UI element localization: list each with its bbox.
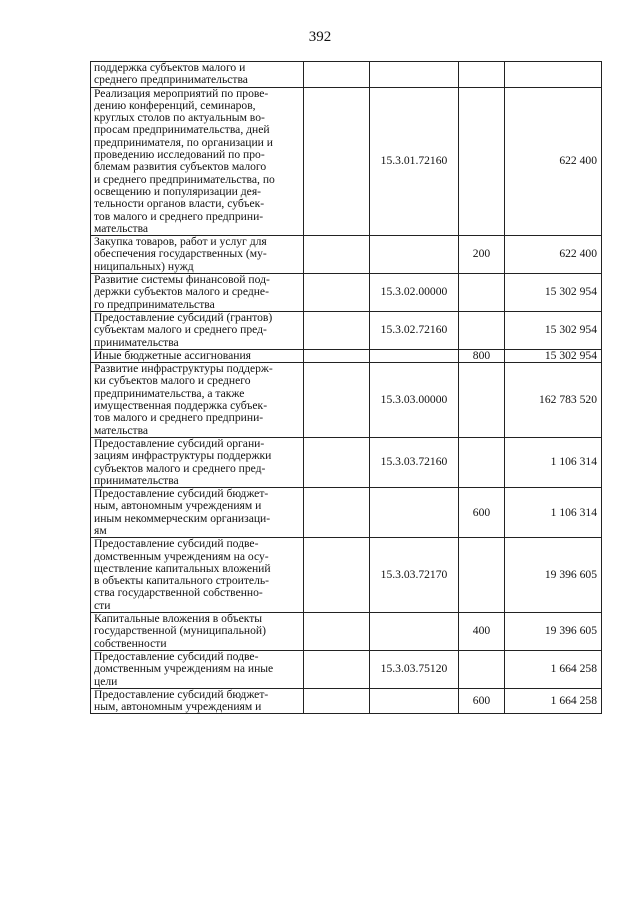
item-name-cell	[91, 488, 304, 538]
item-name-line: ществление капитальных вложений	[94, 561, 271, 575]
item-name-line: принимательства	[94, 335, 179, 349]
item-name-cell	[91, 688, 304, 714]
item-name-line: принимательства	[94, 473, 179, 487]
table-row	[91, 538, 602, 613]
item-name-line: среднего предпринимательства	[94, 73, 248, 87]
item-name-line: государственной (муниципальной)	[94, 624, 266, 638]
amount-cell: 15 302 954	[505, 311, 602, 349]
table-row	[91, 87, 602, 236]
expense-type-cell	[459, 650, 505, 688]
expense-type-cell	[459, 363, 505, 438]
table-row	[91, 274, 602, 312]
target-code-cell	[370, 349, 459, 362]
item-name-line: предпринимательства, а также	[94, 386, 245, 400]
amount-cell	[505, 62, 602, 88]
expense-type-cell	[459, 62, 505, 88]
expense-type-cell	[459, 437, 505, 487]
expense-type-cell	[459, 538, 505, 613]
item-name-line: предпринимателя, по организации и	[94, 135, 273, 149]
budget-table-body	[91, 62, 602, 714]
target-code-cell	[370, 62, 459, 88]
item-name-line: тов малого и среднего предприни-	[94, 209, 264, 223]
target-code-cell: 15.3.03.72160	[370, 437, 459, 487]
table-row	[91, 363, 602, 438]
item-name-line: дению конференций, семинаров,	[94, 98, 256, 112]
item-name-line: субъектам малого и среднего пред-	[94, 323, 267, 337]
blank-cell	[304, 613, 370, 651]
amount-cell: 1 106 314	[505, 488, 602, 538]
item-name-line: ниципальных) нужд	[94, 259, 194, 273]
item-name-line: Иные бюджетные ассигнования	[94, 348, 251, 362]
item-name-line: Капитальные вложения в объекты	[94, 612, 263, 626]
item-name-line: домственным учреждениям на осу-	[94, 549, 269, 563]
blank-cell	[304, 688, 370, 714]
target-code-cell	[370, 236, 459, 274]
item-name-line: освещению и популяризации дея-	[94, 184, 262, 198]
table-row	[91, 311, 602, 349]
amount-cell: 19 396 605	[505, 613, 602, 651]
blank-cell	[304, 87, 370, 236]
table-row	[91, 488, 602, 538]
table-row	[91, 349, 602, 362]
item-name-line: Предоставление субсидий подве-	[94, 537, 259, 551]
table-row	[91, 62, 602, 88]
item-name-line: ным, автономным учреждениям и	[94, 499, 262, 513]
item-name-line: мательства	[94, 221, 149, 235]
item-name-line: го предпринимательства	[94, 297, 215, 311]
table-row	[91, 236, 602, 274]
expense-type-cell: 800	[459, 349, 505, 362]
blank-cell	[304, 274, 370, 312]
amount-cell: 162 783 520	[505, 363, 602, 438]
expense-type-cell	[459, 274, 505, 312]
item-name-line: тов малого и среднего предприни-	[94, 411, 264, 425]
item-name-cell	[91, 613, 304, 651]
expense-type-cell: 200	[459, 236, 505, 274]
item-name-line: Развитие системы финансовой под-	[94, 273, 270, 287]
item-name-cell	[91, 274, 304, 312]
item-name-line: Закупка товаров, работ и услуг для	[94, 235, 267, 249]
blank-cell	[304, 488, 370, 538]
item-name-line: сти	[94, 598, 111, 612]
item-name-line: тельности органов власти, субъек-	[94, 197, 265, 211]
item-name-line: мательства	[94, 423, 149, 437]
item-name-cell	[91, 311, 304, 349]
item-name-line: собственности	[94, 636, 167, 650]
target-code-cell: 15.3.03.72170	[370, 538, 459, 613]
item-name-cell	[91, 87, 304, 236]
item-name-line: Предоставление субсидий бюджет-	[94, 687, 269, 701]
item-name-line: Предоставление субсидий подве-	[94, 649, 259, 663]
item-name-line: Предоставление субсидий органи-	[94, 436, 265, 450]
table-row	[91, 437, 602, 487]
item-name-line: Предоставление субсидий (грантов)	[94, 310, 273, 324]
amount-cell: 1 664 258	[505, 688, 602, 714]
item-name-line: просам предпринимательства, дней	[94, 123, 270, 137]
item-name-line: держки субъектов малого и средне-	[94, 285, 269, 299]
item-name-line: Реализация мероприятий по прове-	[94, 86, 269, 100]
item-name-cell	[91, 650, 304, 688]
expense-type-cell	[459, 311, 505, 349]
target-code-cell	[370, 488, 459, 538]
amount-cell: 622 400	[505, 236, 602, 274]
item-name-line: зациям инфраструктуры поддержки	[94, 449, 272, 463]
target-code-cell: 15.3.02.00000	[370, 274, 459, 312]
target-code-cell	[370, 613, 459, 651]
item-name-line: субъектов малого и среднего пред-	[94, 461, 266, 475]
blank-cell	[304, 236, 370, 274]
item-name-line: иным некоммерческим организаци-	[94, 511, 271, 525]
item-name-line: домственным учреждениям на иные	[94, 662, 274, 676]
amount-cell: 622 400	[505, 87, 602, 236]
item-name-cell	[91, 437, 304, 487]
item-name-line: поддержка субъектов малого и	[94, 61, 246, 74]
expense-type-cell: 600	[459, 488, 505, 538]
item-name-line: блемам развития субъектов малого	[94, 160, 267, 174]
blank-cell	[304, 349, 370, 362]
amount-cell: 15 302 954	[505, 274, 602, 312]
item-name-line: ки субъектов малого и среднего	[94, 374, 251, 388]
item-name-line: цели	[94, 674, 118, 688]
budget-table	[90, 61, 602, 714]
amount-cell: 15 302 954	[505, 349, 602, 362]
target-code-cell: 15.3.01.72160	[370, 87, 459, 236]
target-code-cell: 15.3.03.00000	[370, 363, 459, 438]
table-row	[91, 613, 602, 651]
item-name-line: в объекты капитального строитель-	[94, 574, 270, 588]
page-number: 392	[308, 29, 332, 45]
table-row	[91, 688, 602, 714]
item-name-cell	[91, 236, 304, 274]
item-name-line: ям	[94, 523, 107, 537]
item-name-line: обеспечения государственных (му-	[94, 247, 267, 261]
target-code-cell: 15.3.02.72160	[370, 311, 459, 349]
item-name-cell	[91, 349, 304, 362]
target-code-cell: 15.3.03.75120	[370, 650, 459, 688]
item-name-line: Развитие инфраструктуры поддерж-	[94, 362, 273, 376]
item-name-line: Предоставление субсидий бюджет-	[94, 487, 269, 501]
item-name-line: круглых столов по актуальным во-	[94, 111, 265, 125]
blank-cell	[304, 363, 370, 438]
item-name-cell	[91, 363, 304, 438]
expense-type-cell: 600	[459, 688, 505, 714]
item-name-cell	[91, 538, 304, 613]
expense-type-cell: 400	[459, 613, 505, 651]
table-row	[91, 650, 602, 688]
blank-cell	[304, 311, 370, 349]
amount-cell: 1 664 258	[505, 650, 602, 688]
blank-cell	[304, 650, 370, 688]
item-name-line: и среднего предпринимательства, по	[94, 172, 275, 186]
blank-cell	[304, 538, 370, 613]
item-name-line: ства государственной собственно-	[94, 586, 263, 600]
blank-cell	[304, 437, 370, 487]
amount-cell: 1 106 314	[505, 437, 602, 487]
blank-cell	[304, 62, 370, 88]
item-name-line: имущественная поддержка субъек-	[94, 399, 268, 413]
expense-type-cell	[459, 87, 505, 236]
item-name-line: ным, автономным учреждениям и	[94, 700, 262, 714]
item-name-cell	[91, 62, 304, 88]
target-code-cell	[370, 688, 459, 714]
amount-cell: 19 396 605	[505, 538, 602, 613]
item-name-line: проведению исследований по про-	[94, 148, 265, 162]
